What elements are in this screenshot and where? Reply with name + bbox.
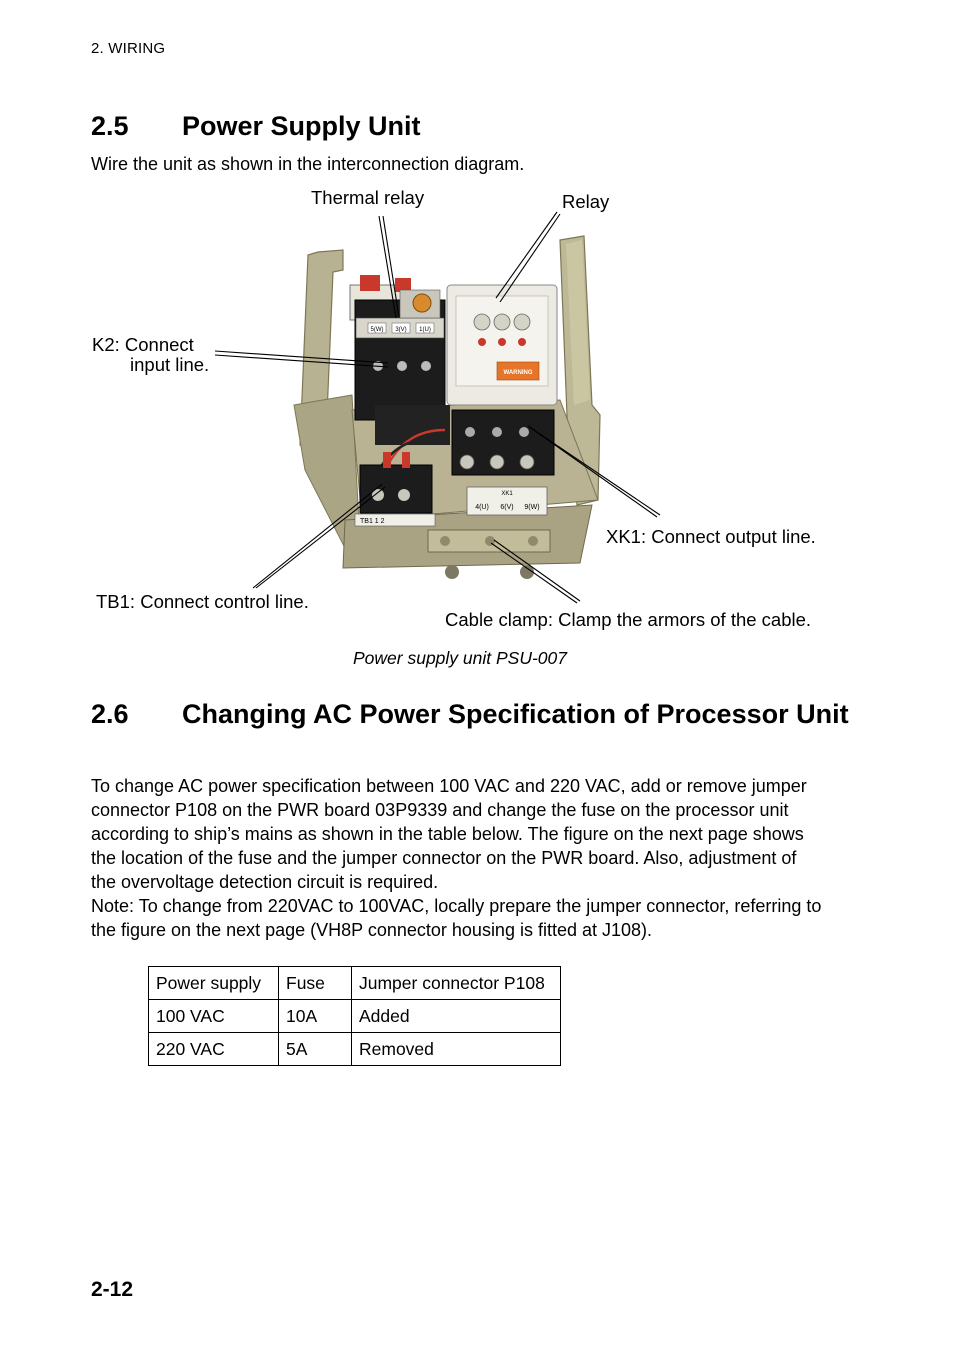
section-number: 2.5 — [91, 111, 129, 141]
section-2-5-intro: Wire the unit as shown in the interconnection diagram. — [91, 154, 525, 174]
paragraph-line: To change AC power specification between 100 VAC and 220 VAC, add or remove jumper — [91, 776, 807, 796]
k2-plate-cell: 5(W) — [370, 327, 384, 333]
callout-k2-line-2: input line. — [130, 354, 210, 375]
section-title: Power Supply Unit — [182, 111, 421, 141]
section-2-6-paragraph — [91, 774, 891, 942]
xk1-plate-cell: 4(U) — [475, 504, 489, 511]
table-cell: 220 VAC — [149, 1033, 279, 1066]
table-row — [149, 1033, 561, 1066]
callout-cable-clamp: Cable clamp: Clamp the armors of the cable. — [445, 609, 812, 630]
k2-plate-cell: 3(V) — [395, 327, 407, 333]
table-row — [149, 1000, 561, 1033]
xk1-plate-title: XK1 — [501, 491, 513, 497]
xk1-plate-cell: 9(W) — [524, 504, 540, 511]
callout-thermal-relay: Thermal relay — [311, 187, 425, 208]
paragraph-line: according to ship’s mains as shown in the table below. The figure on the next page shows — [91, 824, 804, 844]
note-line: the figure on the next page (VH8P connector housing is fitted at J108). — [91, 920, 653, 940]
table-cell: Removed — [352, 1033, 561, 1066]
warning-tag: WARNING — [503, 370, 533, 376]
callout-relay: Relay — [562, 191, 610, 212]
tb1-plate: TB1 1 2 — [360, 518, 385, 525]
section-2-6-heading — [91, 697, 871, 765]
table-cell: 10A — [279, 1000, 352, 1033]
section-title: Changing AC Power Specification of Processor Unit — [182, 699, 849, 729]
paragraph-line: the location of the fuse and the jumper connector on the PWR board. Also, adjustment of — [91, 848, 797, 868]
callout-tb1: TB1: Connect control line. — [96, 591, 309, 612]
section-number: 2.6 — [91, 699, 129, 729]
page-number: 2-12 — [91, 1278, 134, 1301]
table-cell: 5A — [279, 1033, 352, 1066]
running-head: 2. WIRING — [91, 40, 166, 57]
xk1-plate-cell: 6(V) — [500, 504, 514, 511]
paragraph-line: the overvoltage detection circuit is required. — [91, 872, 439, 892]
callout-xk1: XK1: Connect output line. — [606, 526, 816, 547]
figure-caption: Power supply unit PSU-007 — [353, 648, 567, 668]
note-line: Note: To change from 220VAC to 100VAC, locally prepare the jumper connector, referring to — [91, 896, 822, 916]
callout-k2-line-1: K2: Connect — [92, 334, 194, 355]
table-header-cell: Power supply — [149, 967, 279, 1000]
psu-photo — [294, 236, 600, 579]
paragraph-line: connector P108 on the PWR board 03P9339 and change the fuse on the processor unit — [91, 800, 789, 820]
table-header-cell: Jumper connector P108 — [352, 967, 561, 1000]
table-header-row — [149, 967, 561, 1000]
power-spec-table — [148, 966, 561, 1066]
table-header-cell: Fuse — [279, 967, 352, 1000]
table-cell: Added — [352, 1000, 561, 1033]
k2-plate-cell: 1(U) — [419, 327, 431, 333]
table-cell: 100 VAC — [149, 1000, 279, 1033]
